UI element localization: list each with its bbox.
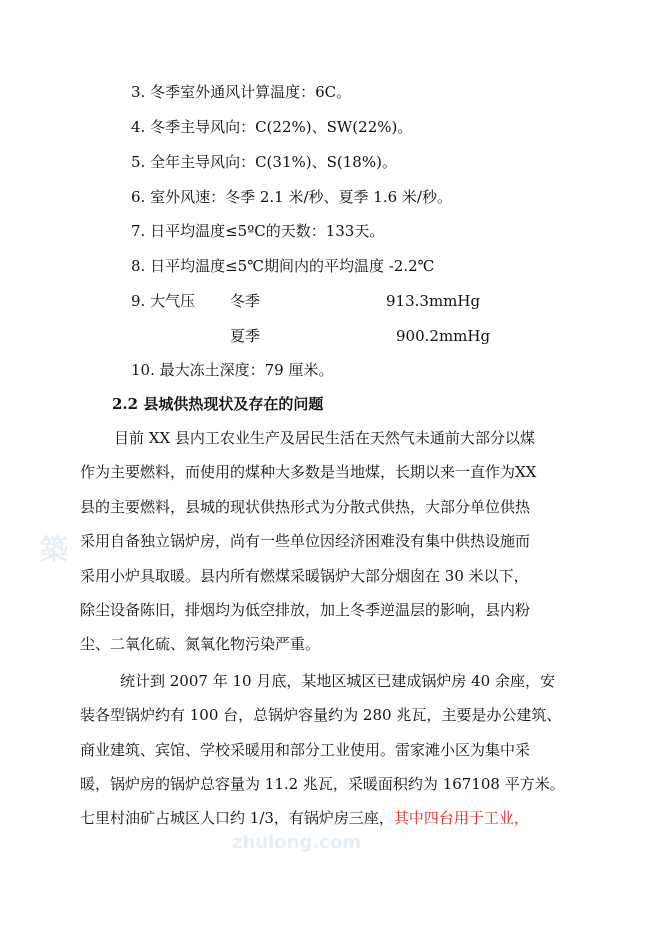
paragraph1-line: 采用小炉具取暖。县内所有燃煤采暖锅炉大部分烟囱在 30 米以下， [80, 567, 529, 585]
climate-item-4: 4. 冬季主导风向：C(22%)、SW(22%)。 [131, 118, 413, 136]
watermark-bottom: zhulong.com [232, 832, 361, 853]
last-line-text: 七里村油矿占城区人口约 1/3，有锅炉房三座， [80, 809, 394, 827]
paragraph2-line: 装各型锅炉约有 100 台，总锅炉容量约为 280 兆瓦，主要是办公建筑、 [80, 706, 562, 724]
paragraph1-line: 采用自备独立锅炉房，尚有一些单位因经济困难没有集中供热设施而 [80, 532, 531, 550]
paragraph2-last-line [80, 808, 529, 828]
watermark-left: 築 [40, 533, 69, 566]
last-line-highlight: 其中四台用于工业， [393, 809, 529, 827]
paragraph1-line: 县的主要燃料，县城的现状供热形式为分散式供热，大部分单位供热 [80, 498, 531, 516]
paragraph2-line: 暖，锅炉房的锅炉总容量为 11.2 兆瓦，采暖面积约为 167108 平方米。 [80, 775, 565, 793]
climate-item-6: 6. 室外风速：冬季 2.1 米/秒、夏季 1.6 米/秒。 [131, 188, 452, 206]
climate-item-7: 7. 日平均温度≤5ºC的天数：133天。 [131, 222, 385, 240]
paragraph1-line: 尘、二氧化硫、氮氧化物污染严重。 [80, 635, 321, 653]
pressure-label: 9. 大气压 [131, 292, 196, 310]
climate-item-10: 10. 最大冻土深度：79 厘米。 [131, 361, 334, 379]
paragraph1-line: 目前 XX 县内工农业生产及居民生活在天然气未通前大部分以煤 [114, 429, 535, 447]
paragraph1-line: 作为主要燃料，而使用的煤种大多数是当地煤，长期以来一直作为XX [80, 463, 537, 481]
pressure-summer-label: 夏季 [230, 327, 261, 345]
paragraph2-line: 统计到 2007 年 10 月底，某地区城区已建成锅炉房 40 余座，安 [120, 672, 555, 690]
section-heading: 2.2 县城供热现状及存在的问题 [112, 395, 324, 413]
climate-item-3: 3. 冬季室外通风计算温度：6C。 [131, 83, 352, 101]
pressure-winter-value: 913.3mmHg [386, 292, 481, 310]
pressure-winter-label: 冬季 [230, 292, 261, 310]
climate-item-8: 8. 日平均温度≤5℃期间内的平均温度 -2.2℃ [131, 257, 435, 275]
climate-item-5: 5. 全年主导风向：C(31%)、S(18%)。 [131, 153, 397, 171]
paragraph1-line: 除尘设备陈旧，排烟均为低空排放，加上冬季逆温层的影响，县内粉 [80, 601, 531, 619]
paragraph2-line: 商业建筑、宾馆、学校采暖用和部分工业使用。雷家滩小区为集中采 [80, 741, 531, 759]
pressure-summer-value: 900.2mmHg [396, 327, 491, 345]
